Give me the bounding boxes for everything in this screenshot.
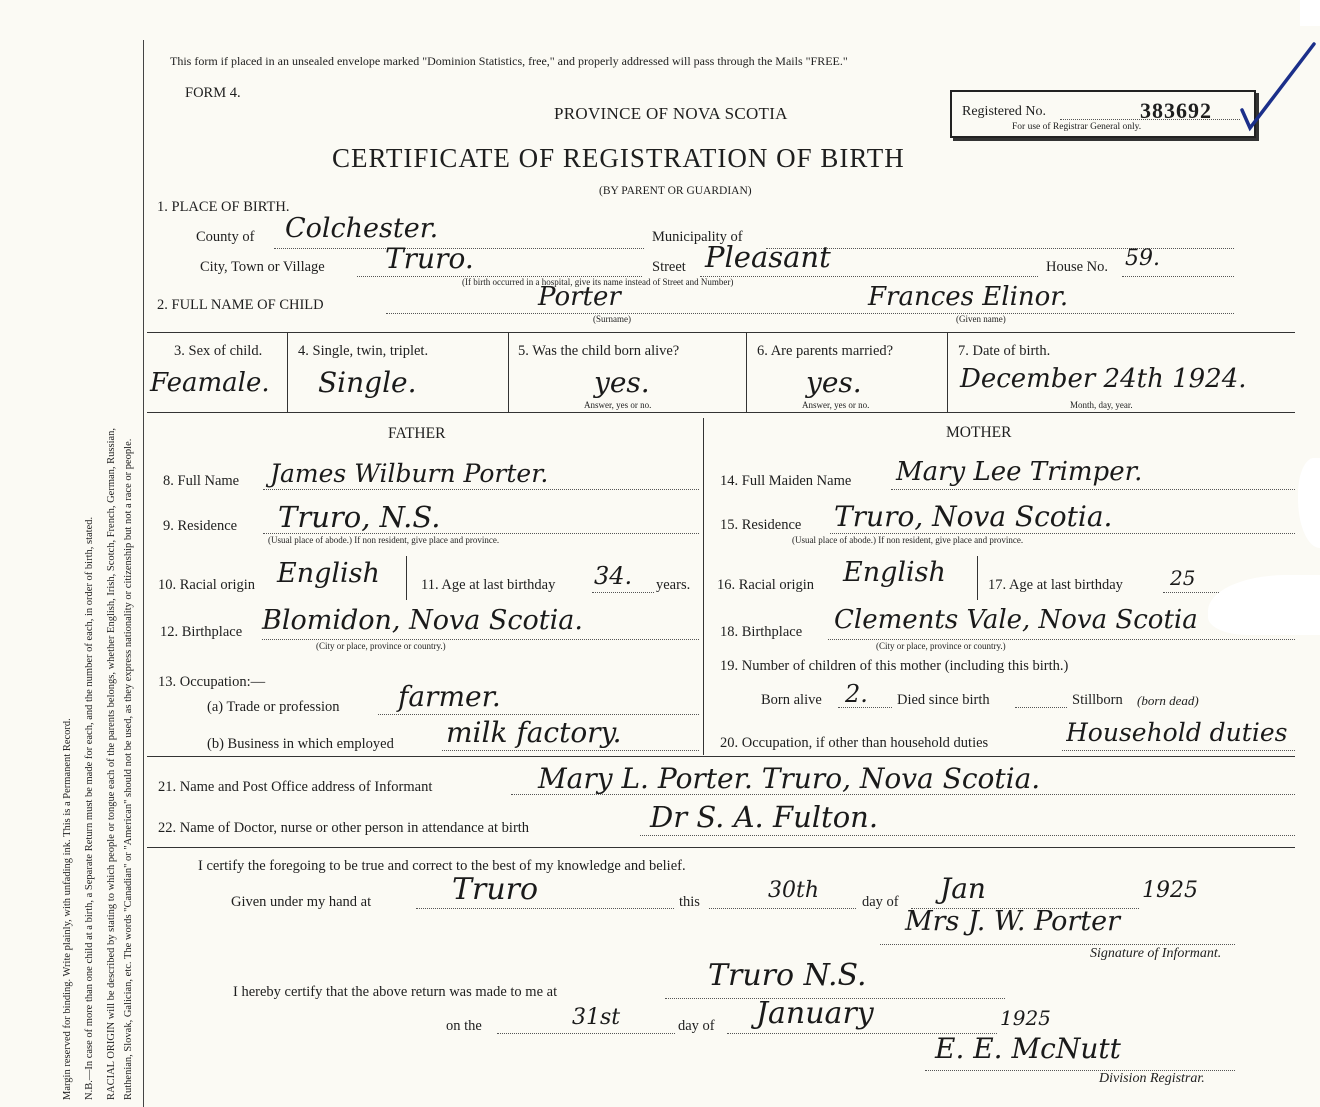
registered-number-box [950, 90, 1256, 138]
house-value: 59. [1125, 246, 1160, 271]
born-alive-label: 5. Was the child born alive? [518, 343, 680, 359]
margin-racial-note-2: Ruthenian, Slovak, Galician, etc. The words "Canadian" or "American" should not be used, as they express nationality or citizenship but not a race or people. [123, 438, 134, 1100]
mother-race-divider [977, 556, 978, 600]
given-name-note: (Given name) [956, 314, 1006, 324]
father-business-line [442, 750, 699, 751]
single-twin-label: 4. Single, twin, triplet. [298, 343, 429, 359]
registrar-statement: I hereby certify that the above return was made to me at [233, 984, 558, 1000]
father-occupation-label: 13. Occupation:— [158, 674, 266, 690]
father-birthplace-line [262, 639, 699, 640]
torn-edge-1 [1298, 458, 1320, 548]
margin-nb-note: N.B.—In case of more than one child at a birth, a Separate Return must be made for each, and the number of each, in order of birth, stated. [84, 516, 95, 1100]
registrar-day-line [497, 1033, 675, 1034]
check-mark-icon [1240, 40, 1320, 140]
grid-line-parents [147, 756, 1295, 757]
grid-divider-5-6 [746, 332, 747, 412]
date-of-birth-label: 7. Date of birth. [958, 343, 1051, 359]
mother-occupation-line [1062, 750, 1295, 751]
on-the-label: on the [446, 1018, 482, 1034]
municipality-line [766, 248, 1234, 249]
father-name-line [263, 489, 699, 490]
born-alive-note: Answer, yes or no. [584, 400, 652, 410]
father-birthplace-value: Blomidon, Nova Scotia. [262, 605, 583, 636]
certify-statement: I certify the foregoing to be true and correct to the best of my knowledge and belief. [198, 858, 686, 874]
born-alive-count-label: Born alive [761, 692, 822, 708]
registrar-month-value: January [756, 996, 874, 1031]
parents-married-value: yes. [806, 366, 862, 399]
date-of-birth-note: Month, day, year. [1070, 400, 1133, 410]
signature-of-informant-label: Signature of Informant. [1090, 946, 1222, 961]
mother-name-value: Mary Lee Trimper. [896, 457, 1143, 487]
father-business-value: milk factory. [446, 716, 622, 749]
child-name-label: 2. FULL NAME OF CHILD [157, 297, 324, 313]
house-line [1122, 276, 1234, 277]
father-residence-label: 9. Residence [163, 518, 238, 534]
mother-residence-note: (Usual place of abode.) If non resident, give place and province. [792, 535, 1024, 545]
father-heading: FATHER [388, 425, 446, 442]
informant-label: 21. Name and Post Office address of Informant [158, 779, 433, 795]
father-age-label: 11. Age at last birthday [421, 577, 556, 593]
registrar-year-value: 1925 [1000, 1006, 1051, 1030]
date-of-birth-value: December 24th 1924. [960, 364, 1247, 394]
father-residence-note: (Usual place of abode.) If non resident, give place and province. [268, 535, 500, 545]
mother-name-label: 14. Full Maiden Name [720, 473, 852, 489]
father-name-label: 8. Full Name [163, 473, 240, 489]
father-trade-label: (a) Trade or profession [207, 699, 340, 715]
margin-racial-note-1: RACIAL ORIGIN will be described by stating to which people or tongue each of the parents belongs, whether English, Irish, Scotch, French, German, Russian, [106, 427, 117, 1100]
mother-occupation-value: Household duties [1066, 718, 1288, 747]
house-label: House No. [1046, 259, 1109, 275]
child-surname: Porter [538, 282, 621, 312]
informant-signature-line [880, 944, 1235, 945]
mother-age-value: 25 [1170, 566, 1196, 590]
grid-divider-3-4 [287, 332, 288, 412]
mother-occupation-label: 20. Occupation, if other than household duties [720, 735, 989, 751]
single-twin-value: Single. [318, 366, 417, 399]
county-value: Colchester. [285, 213, 439, 244]
father-birthplace-note: (City or place, province or country.) [316, 641, 446, 651]
mother-age-line [1163, 592, 1223, 593]
registered-number: 383692 [1140, 98, 1212, 123]
father-mother-divider [703, 418, 704, 755]
street-label: Street [652, 259, 686, 275]
cert-year-value: 1925 [1142, 878, 1198, 903]
mother-name-line [891, 489, 1295, 490]
cert-month-value: Jan [940, 872, 986, 905]
mail-notice: This form if placed in an unsealed envelope marked "Dominion Statistics, free," and properly addressed will pass through the Mails "FREE." [170, 54, 848, 68]
born-alive-value: yes. [594, 366, 650, 399]
father-race-label: 10. Racial origin [158, 577, 256, 593]
cert-day-value: 30th [768, 878, 820, 903]
parents-married-note: Answer, yes or no. [802, 400, 870, 410]
stillborn-note: (born dead) [1137, 693, 1199, 708]
municipality-label: Municipality of [652, 229, 743, 245]
street-line [700, 276, 1038, 277]
registered-label: Registered No. [962, 104, 1046, 119]
cert-day-line [709, 908, 856, 909]
informant-signature: Mrs J. W. Porter [905, 906, 1121, 937]
informant-value: Mary L. Porter. Truro, Nova Scotia. [538, 762, 1041, 795]
grid-divider-6-7 [947, 332, 948, 412]
grid-line-top [147, 332, 1295, 333]
given-place-line [416, 908, 674, 909]
father-age-value: 34. [594, 562, 633, 590]
surname-note: (Surname) [593, 314, 631, 324]
place-of-birth-label: 1. PLACE OF BIRTH. [157, 199, 290, 215]
parents-married-label: 6. Are parents married? [757, 343, 894, 359]
doctor-line [640, 835, 1295, 836]
father-race-value: English [277, 558, 380, 589]
grid-line-row3 [147, 412, 1295, 413]
city-label: City, Town or Village [200, 259, 325, 275]
died-since-birth-label: Died since birth [897, 692, 990, 708]
doctor-label: 22. Name of Doctor, nurse or other person in attendance at birth [158, 820, 530, 836]
father-race-divider [406, 556, 407, 600]
father-residence-value: Truro, N.S. [278, 500, 441, 534]
certificate-title: CERTIFICATE OF REGISTRATION OF BIRTH [332, 143, 905, 173]
given-under-hand-label: Given under my hand at [231, 894, 372, 910]
city-value: Truro. [385, 242, 474, 275]
sex-value: Feamale. [150, 368, 270, 398]
born-alive-count-value: 2. [845, 680, 868, 708]
registrar-day-value: 31st [572, 1005, 621, 1030]
division-registrar-label: Division Registrar. [1099, 1071, 1205, 1086]
mother-birthplace-label: 18. Birthplace [720, 624, 803, 640]
margin-binding-note: Margin reserved for binding. Write plainly, with unfading ink. This is a Permanent Record. [62, 718, 73, 1100]
mother-heading: MOTHER [946, 424, 1012, 441]
father-age-line [592, 592, 654, 593]
mother-age-label: 17. Age at last birthday [988, 577, 1123, 593]
children-count-label: 19. Number of children of this mother (including this birth.) [720, 658, 1069, 674]
died-since-birth-line [1015, 707, 1067, 708]
father-trade-line [378, 714, 699, 715]
mother-residence-line [830, 533, 1295, 534]
father-business-label: (b) Business in which employed [207, 736, 394, 752]
form-number: FORM 4. [185, 85, 241, 101]
mother-race-value: English [843, 557, 946, 588]
county-label: County of [196, 229, 255, 245]
mother-birthplace-value: Clements Vale, Nova Scotia [834, 605, 1198, 635]
hospital-note: (If birth occurred in a hospital, give its name instead of Street and Number) [462, 277, 734, 287]
torn-edge-2 [1208, 575, 1320, 635]
registrar-only-note: For use of Registrar General only. [1012, 122, 1142, 132]
division-registrar-signature: E. E. McNutt [935, 1032, 1121, 1065]
binding-margin-line [143, 40, 144, 1107]
mother-residence-value: Truro, Nova Scotia. [834, 500, 1113, 533]
registrar-place-value: Truro N.S. [708, 958, 867, 993]
mother-race-label: 16. Racial origin [717, 577, 815, 593]
mother-residence-label: 15. Residence [720, 517, 802, 533]
mother-birthplace-note: (City or place, province or country.) [876, 641, 1006, 651]
grid-divider-4-5 [508, 332, 509, 412]
registrar-day-of-label: day of [678, 1018, 715, 1034]
province-heading: PROVINCE OF NOVA SCOTIA [554, 104, 788, 123]
father-birthplace-label: 12. Birthplace [160, 624, 243, 640]
father-name-value: James Wilburn Porter. [270, 459, 549, 488]
cert-day-of-label: day of [862, 894, 899, 910]
father-years-label: years. [656, 577, 691, 593]
mother-birthplace-line [828, 639, 1295, 640]
father-trade-value: farmer. [398, 680, 501, 713]
certificate-subtitle: (BY PARENT OR GUARDIAN) [599, 185, 752, 197]
street-value: Pleasant [705, 240, 831, 274]
given-place-value: Truro [452, 872, 539, 907]
torn-edge-3 [1300, 0, 1320, 26]
doctor-value: Dr S. A. Fulton. [650, 800, 879, 834]
child-given-name: Frances Elinor. [868, 282, 1069, 312]
stillborn-label: Stillborn [1072, 692, 1123, 708]
sex-label: 3. Sex of child. [174, 343, 263, 359]
child-name-line [386, 313, 1234, 314]
this-label: this [679, 894, 700, 910]
grid-line-bottom [147, 847, 1295, 848]
